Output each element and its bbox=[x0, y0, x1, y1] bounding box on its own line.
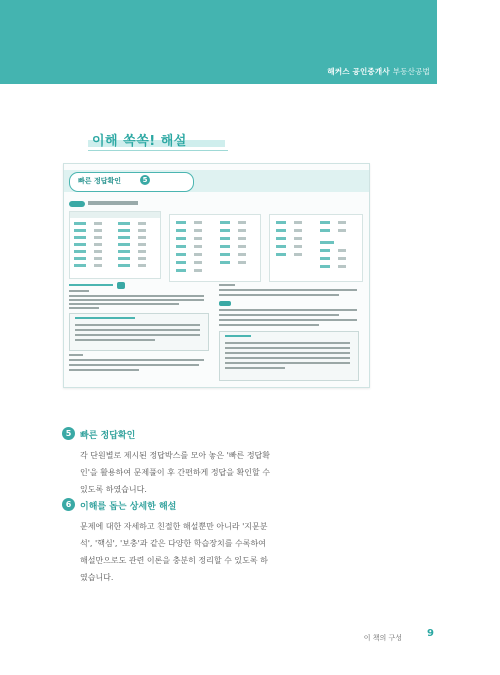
section-6-line: 문제에 대한 자세하고 친절한 해설뿐만 아니라 '지문분 bbox=[80, 522, 268, 531]
preview-tag bbox=[69, 201, 85, 207]
section-5-body bbox=[80, 447, 380, 498]
section-6-line: 였습니다. bbox=[80, 573, 114, 582]
hero-underline bbox=[88, 150, 228, 151]
preview-title-number: 5 bbox=[140, 175, 150, 185]
answer-grid bbox=[169, 214, 261, 282]
section-6-line: 해설만으로도 관련 이론을 충분히 정리할 수 있도록 하 bbox=[80, 556, 268, 565]
answer-grid bbox=[269, 214, 363, 282]
answer-grid bbox=[69, 211, 161, 279]
header-subject: 부동산공법 bbox=[392, 67, 430, 76]
header-brand: 해커스 공인중개사 bbox=[327, 67, 390, 76]
footer-label: 이 책의 구성 bbox=[363, 634, 402, 642]
section-6-line: 석', '핵심', '보충'과 같은 다양한 학습장치를 수록하여 bbox=[80, 539, 266, 548]
preview-explanation-left bbox=[69, 284, 209, 384]
preview-explanation-right bbox=[219, 284, 359, 384]
hero-title: 이해 쏙쏙! 해설 bbox=[92, 134, 187, 149]
section-6-number: 6 bbox=[62, 498, 75, 511]
section-5-number: 5 bbox=[62, 427, 75, 440]
section-5-title: 빠른 정답확인 bbox=[80, 431, 136, 441]
section-5-line: 있도록 하였습니다. bbox=[80, 485, 147, 494]
page-number: 9 bbox=[427, 628, 434, 639]
section-5-line: 각 단원별로 제시된 정답박스를 모아 놓은 '빠른 정답확 bbox=[80, 451, 271, 460]
header-label bbox=[327, 66, 430, 77]
section-5-line: 인'을 활용하여 문제풀이 후 간편하게 정답을 확인할 수 bbox=[80, 468, 271, 477]
section-6-body bbox=[80, 518, 380, 586]
section-6-title: 이해를 돕는 상세한 해설 bbox=[80, 502, 177, 512]
preview-tag-text bbox=[88, 201, 138, 205]
preview-title: 빠른 정답확인 bbox=[78, 177, 122, 185]
page-preview bbox=[63, 163, 370, 388]
